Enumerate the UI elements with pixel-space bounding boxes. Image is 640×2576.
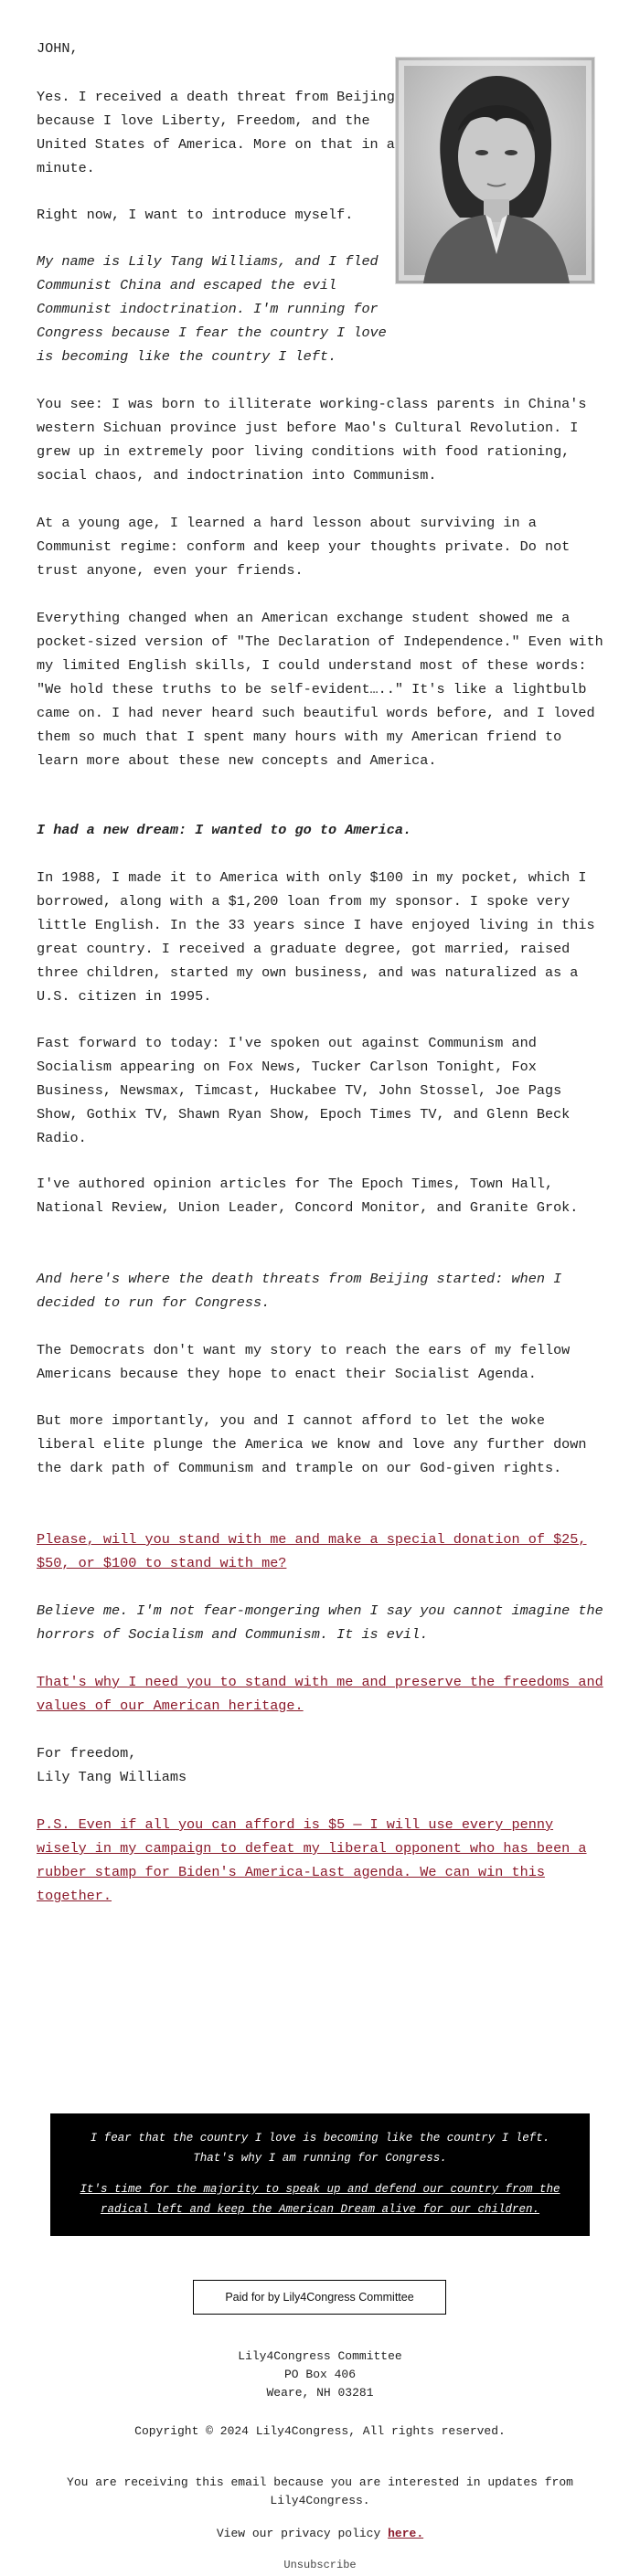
mailing-address (55, 2347, 585, 2402)
paid-for-disclaimer: Paid for by Lily4Congress Committee (193, 2280, 446, 2315)
address-line-2: PO Box 406 (283, 2368, 356, 2381)
intro-paragraph-2: Right now, I want to introduce myself. (37, 207, 354, 223)
paragraph-democrats: The Democrats don't want my story to reach the ears of my fellow Americans because they hope to enact their Socialist Agenda. (37, 1342, 571, 1382)
paragraph-articles: I've authored opinion articles for The Epoch Times, Town Hall, National Review, Union Leader, Concord Monitor, and Granite Grok. (37, 1176, 579, 1216)
donate-link-1[interactable]: Please, will you stand with me and make a special donation of $25, $50, or $100 to stand with me? (37, 1531, 587, 1571)
address-line-1: Lily4Congress Committee (238, 2349, 402, 2363)
signature: Lily Tang Williams (37, 1769, 187, 1785)
unsubscribe-link[interactable]: Unsubscribe (283, 2559, 357, 2571)
candidate-photo (395, 57, 595, 284)
paragraph-declaration: Everything changed when an American exchange student showed me a pocket-sized version of "The Declaration of Independence." Even with my limited English skills, I could understand most of these words: "We hold these truths to be self-evident….." It's like a lightbulb came on. I had never heard such beautiful words before, and I loved them so much that I spent many hours with my American friend to learn more about these new concepts and America. (37, 610, 603, 769)
receiving-notice: You are receiving this email because you are interested in updates from Lily4Congress. (67, 2475, 573, 2507)
privacy-text: View our privacy policy (216, 2527, 381, 2540)
intro-paragraph-1: Yes. I received a death threat from Beijing because I love Liberty, Freedom, and the United States of America. More on that in a minute. (37, 89, 395, 176)
footer-quote: I fear that the country I love is becoming like the country I left. That's why I am running for Congress. (90, 2132, 550, 2165)
salutation: JOHN, (37, 40, 79, 57)
paragraph-upbringing: You see: I was born to illiterate working-class parents in China's western Sichuan province just before Mao's Cultural Revolution. I grew up in extremely poor living conditions with food rationing, social chaos, and indoctrination into Communism. (37, 396, 587, 484)
paragraph-arrival: In 1988, I made it to America with only $100 in my pocket, which I borrowed, along with a $1,200 loan from my sponsor. I spoke very little English. In the 33 years since I have enjoyed living in this great country. I received a graduate degree, got married, raised three children, started my own business, and was naturalized as a U.S. citizen in 1995. (37, 869, 595, 1005)
address-line-3: Weare, NH 03281 (266, 2386, 374, 2400)
intro-paragraph-3: My name is Lily Tang Williams, and I fled Communist China and escaped the evil Communist indoctrination. I'm running for Congress because I fear the country I love is becoming like the country I left. (37, 253, 387, 365)
paragraph-woke-elite: But more importantly, you and I cannot afford to let the woke liberal elite plunge the America we know and love any further down the dark path of Communism and trample on our God-given rights. (37, 1412, 587, 1476)
donate-link-2[interactable]: That's why I need you to stand with me and preserve the freedoms and values of our American heritage. (37, 1674, 603, 1714)
ps-donate-link[interactable]: P.S. Even if all you can afford is $5 — I will use every penny wisely in my campaign to defeat my liberal opponent who has been a rubber stamp for Biden's America-Last agenda. We can win this together. (37, 1816, 587, 1904)
privacy-line (55, 2525, 585, 2543)
privacy-link[interactable]: here. (388, 2527, 424, 2540)
copyright: Copyright © 2024 Lily4Congress, All rights reserved. (134, 2424, 506, 2438)
paragraph-death-threats: And here's where the death threats from Beijing started: when I decided to run for Congress. (37, 1271, 562, 1311)
paragraph-new-dream: I had a new dream: I wanted to go to America. (37, 822, 412, 838)
paragraph-media: Fast forward to today: I've spoken out against Communism and Socialism appearing on Fox News, Tucker Carlson Tonight, Fox Business, Newsmax, Timcast, Huckabee TV, John Stossel, Joe Pags Show, Gothix TV, Shawn Ryan Show, Epoch Times TV, and Glenn Beck Radio. (37, 1035, 571, 1146)
paragraph-survival: At a young age, I learned a hard lesson about surviving in a Communist regime: conform and keep your thoughts private. Do not trust anyone, even your friends. (37, 515, 571, 579)
portrait-image (396, 58, 594, 283)
paragraph-believe-me: Believe me. I'm not fear-mongering when I say you cannot imagine the horrors of Socialism and Communism. It is evil. (37, 1602, 603, 1643)
closing: For freedom, (37, 1745, 137, 1762)
footer-quote-box (50, 2113, 590, 2236)
footer-quote-link[interactable]: It's time for the majority to speak up and defend our country from the radical left and keep the American Dream alive for our children. (80, 2183, 560, 2216)
